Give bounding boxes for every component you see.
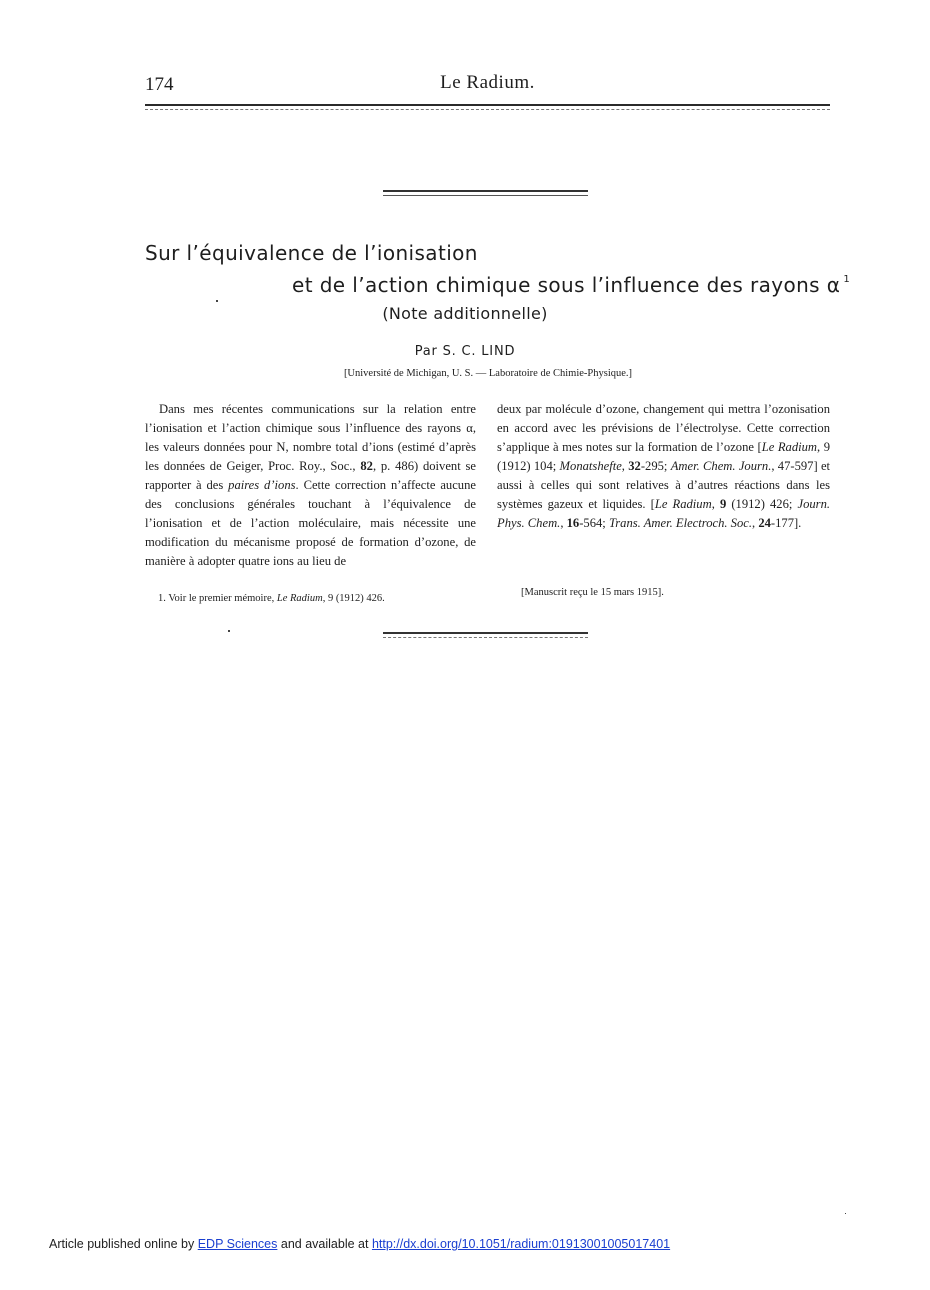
article-title-line1: Sur l’équivalence de l’ionisation bbox=[145, 241, 478, 265]
header-rule bbox=[145, 104, 830, 106]
byline-prefix: Par bbox=[414, 344, 438, 359]
footnote-text: Voir le premier mémoire, bbox=[168, 593, 275, 604]
running-header bbox=[145, 72, 830, 98]
bottom-ornament-rule bbox=[383, 632, 588, 638]
footer-prefix: Article published online by bbox=[49, 1237, 195, 1251]
body-paragraph-left: Dans mes récentes communications sur la relation entre l’ionisation et l’action chimique sous l’influence des rayons α, les valeurs données pour N, nombre total d’ions (estimé d’après les données de Geiger, Proc. Roy., Soc., 82, p. 486) doivent se rapporter à des paires d’ions. Cette correction n’affecte aucune des conclusions générales touchant à l’équivalence de l’ionisation et de l’action moléculaire, mais nécessite une modification du mécanisme proposé de formation d’ozone, de manière à adopter quatre ions au lieu de bbox=[145, 402, 476, 568]
author-name: S. C. LIND bbox=[442, 344, 516, 359]
title-line2-text: et de l’action chimique sous l’influence des rayons α bbox=[292, 273, 841, 297]
byline bbox=[0, 344, 930, 359]
footer-middle: and available at bbox=[280, 1237, 369, 1251]
print-speck bbox=[216, 300, 218, 302]
manuscript-received-note: [Manuscrit reçu le 15 mars 1915]. bbox=[521, 587, 664, 598]
footnote bbox=[158, 593, 385, 604]
body-column-right bbox=[497, 400, 830, 533]
pdf-footer bbox=[49, 1237, 670, 1251]
title-footnote-mark: 1 bbox=[843, 274, 851, 285]
top-ornament-rule bbox=[383, 190, 588, 196]
footnote-ref: , 9 (1912) 426. bbox=[322, 593, 385, 604]
body-paragraph-right: deux par molécule d’ozone, changement qui mettra l’ozonisation en accord avec les prévisions de l’électrolyse. Cette correction s’applique à mes notes sur la formation de l’ozone [Le Radium, 9 (1912) 104; Monatshefte, 32-295; Amer. Chem. Journ., 47-597] et aussi à celles qui sont relatives à d’autres réactions dans les systèmes gazeux et liquides. [Le Radium, 9 (1912) 426; Journ. Phys. Chem., 16-564; Trans. Amer. Electroch. Soc., 24-177]. bbox=[497, 402, 831, 530]
journal-title: Le Radium. bbox=[440, 72, 535, 93]
body-column-left bbox=[145, 400, 476, 571]
header-rule-dashed bbox=[145, 109, 830, 110]
print-speck bbox=[845, 1213, 846, 1214]
footnote-journal: Le Radium bbox=[276, 593, 323, 604]
article-title-line2 bbox=[292, 273, 850, 297]
author-affiliation: [Université de Michigan, U. S. — Laboratoire de Chimie-Physique.] bbox=[343, 368, 633, 379]
publisher-link[interactable]: EDP Sciences bbox=[197, 1237, 278, 1251]
page-number: 174 bbox=[145, 74, 174, 95]
print-speck bbox=[228, 630, 230, 632]
doi-link[interactable]: http://dx.doi.org/10.1051/radium:01913001005017401 bbox=[371, 1237, 671, 1251]
footnote-number: 1. bbox=[158, 593, 166, 604]
article-subtitle: (Note additionnelle) bbox=[382, 304, 548, 323]
